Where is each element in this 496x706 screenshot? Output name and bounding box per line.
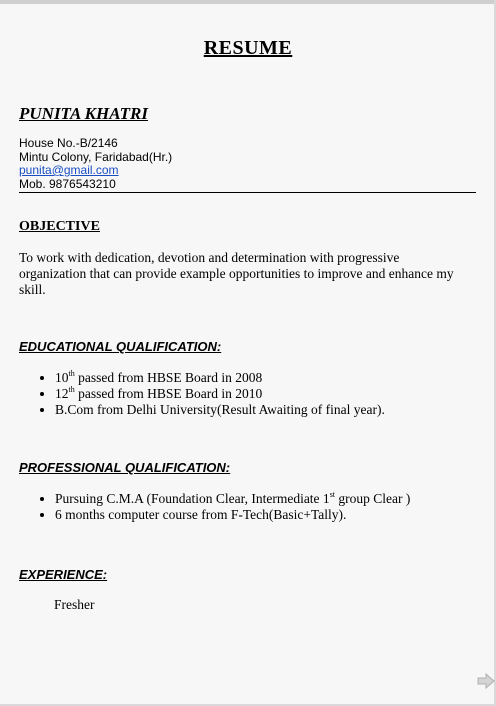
list-item: • Pursuing C.M.A (Foundation Clear, Intermediate 1st group Clear ) — [55, 491, 410, 507]
objective-heading: OBJECTIVE — [19, 219, 100, 234]
page-top-border — [0, 0, 496, 4]
contact-block — [19, 137, 172, 191]
address-line-2: Mintu Colony, Faridabad(Hr.) — [19, 149, 173, 164]
resume-title: RESUME — [203, 37, 293, 59]
experience-text: Fresher — [54, 597, 95, 612]
mobile-number: Mob. 9876543210 — [19, 176, 116, 191]
professional-list — [36, 491, 410, 523]
address-line-1: House No.-B/2146 — [19, 136, 118, 150]
list-item: • 12th passed from HBSE Board in 2010 — [55, 386, 385, 402]
header-divider — [19, 192, 476, 193]
education-list — [36, 370, 385, 418]
candidate-name: PUNITA KHATRI — [19, 104, 148, 123]
professional-heading: PROFESSIONAL QUALIFICATION: — [19, 460, 231, 475]
list-item: • 6 months computer course from F-Tech(Basic+Tally). — [55, 507, 410, 523]
education-heading: EDUCATIONAL QUALIFICATION: — [19, 339, 222, 354]
arrow-right-icon[interactable] — [477, 673, 495, 689]
list-item: • B.Com from Delhi University(Result Awaiting of final year). — [55, 402, 385, 418]
list-item: • 10th passed from HBSE Board in 2008 — [55, 370, 385, 386]
objective-text: To work with dedication, devotion and determination with progressive organization that can provide example opportunities to improve and enhance my skill. — [19, 250, 454, 297]
email-link[interactable]: punita@gmail.com — [19, 163, 119, 177]
experience-heading: EXPERIENCE: — [19, 567, 108, 582]
